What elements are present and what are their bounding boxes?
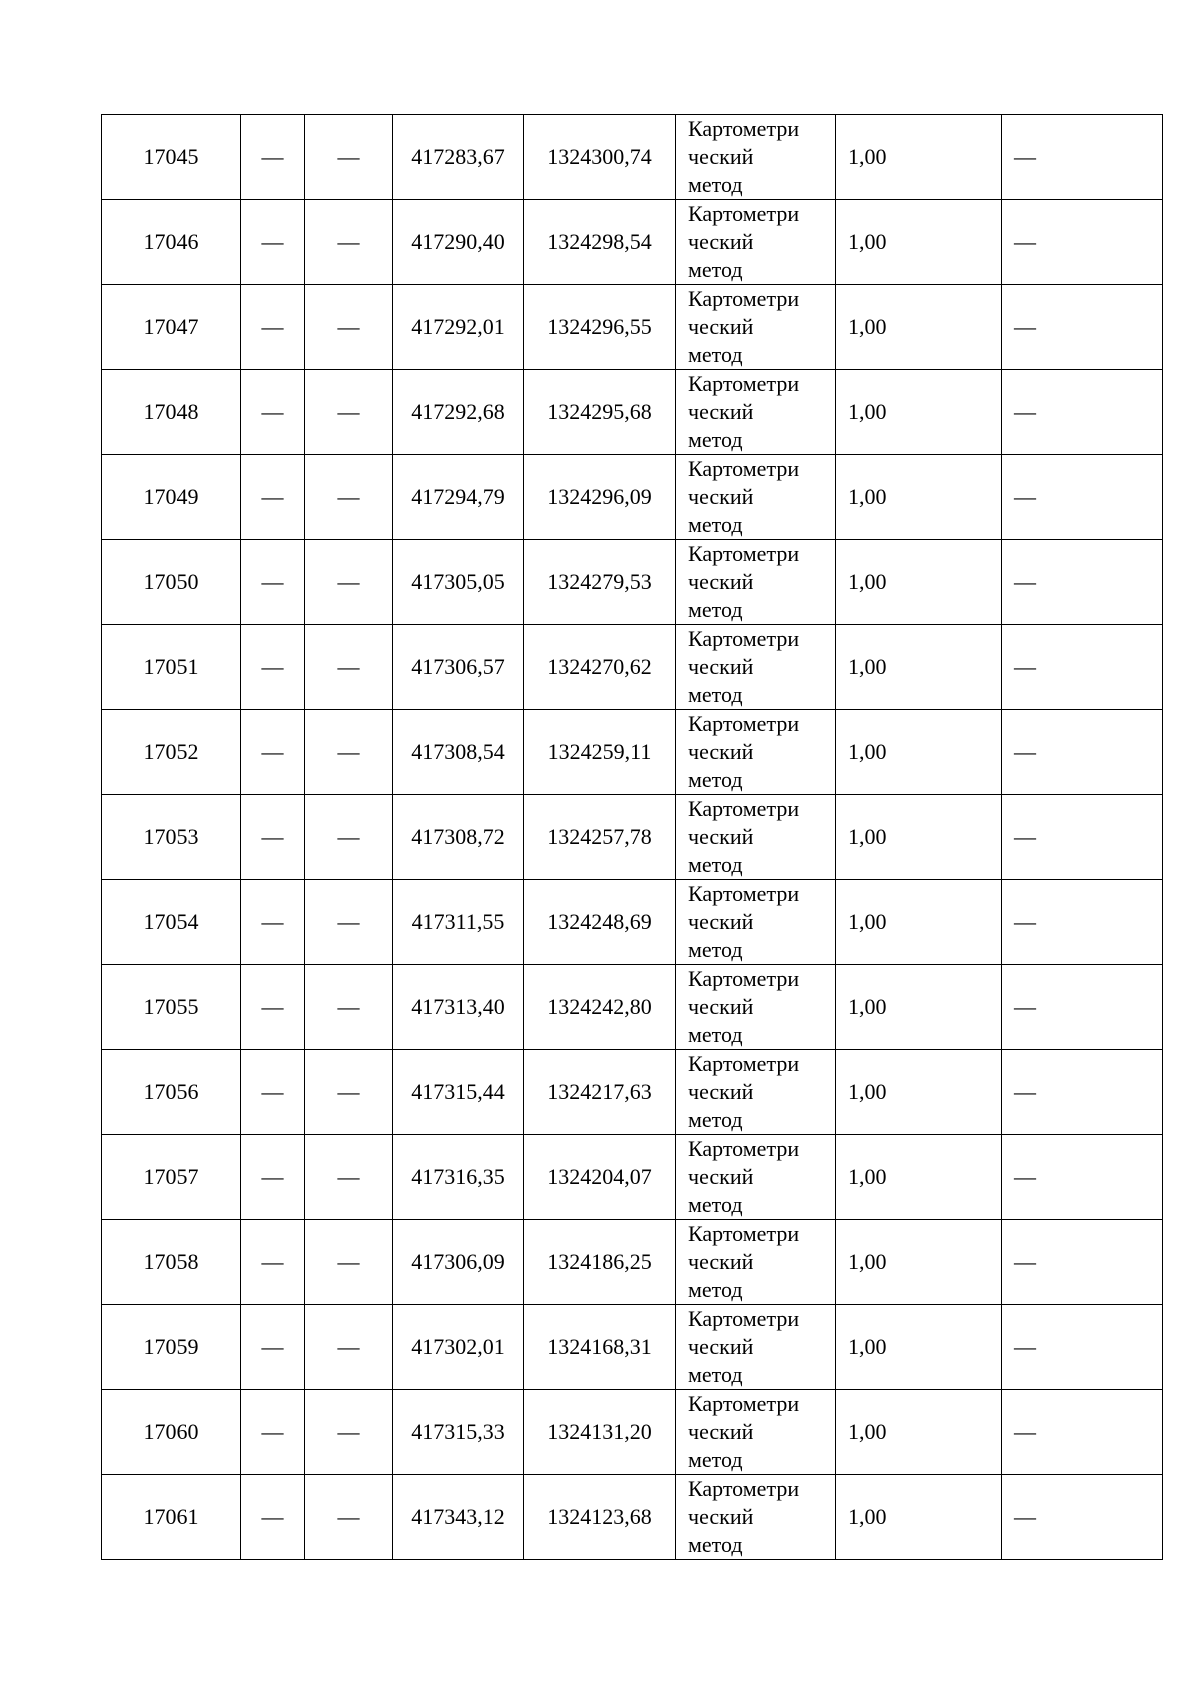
x-coordinate-cell: 417305,05 [393,540,524,625]
y-coordinate-cell: 1324296,09 [524,455,676,540]
point-number-cell: 17045 [102,115,241,200]
empty-value-cell: — [305,1135,393,1220]
table-row [102,370,1163,455]
method-cell [676,625,836,710]
x-coordinate-cell: 417306,09 [393,1220,524,1305]
method-text: Картометри ческий метод [688,796,800,877]
x-coordinate-cell: 417283,67 [393,115,524,200]
y-coordinate-cell: 1324204,07 [524,1135,676,1220]
empty-value-cell: — [305,965,393,1050]
empty-value-cell: — [241,1475,305,1560]
method-text: Картометри ческий метод [688,286,800,367]
table-row [102,1390,1163,1475]
empty-value-cell: — [241,1305,305,1390]
empty-value-cell: — [305,1050,393,1135]
precision-cell: 1,00 [836,625,1002,710]
method-text: Картометри ческий метод [688,371,800,452]
empty-value-cell: — [305,285,393,370]
table-row [102,795,1163,880]
empty-value-cell: — [241,1390,305,1475]
method-cell [676,1475,836,1560]
table-row [102,710,1163,795]
table-row [102,625,1163,710]
empty-value-cell: — [241,540,305,625]
point-number-cell: 17057 [102,1135,241,1220]
empty-value-cell: — [305,370,393,455]
description-cell: — [1002,200,1163,285]
point-number-cell: 17054 [102,880,241,965]
table-row [102,1050,1163,1135]
description-cell: — [1002,880,1163,965]
precision-cell: 1,00 [836,1475,1002,1560]
table-row [102,115,1163,200]
empty-value-cell: — [241,965,305,1050]
method-cell [676,455,836,540]
method-cell [676,200,836,285]
table-row [102,1305,1163,1390]
point-number-cell: 17052 [102,710,241,795]
empty-value-cell: — [241,710,305,795]
coordinates-table [101,114,1163,1560]
x-coordinate-cell: 417316,35 [393,1135,524,1220]
precision-cell: 1,00 [836,115,1002,200]
precision-cell: 1,00 [836,370,1002,455]
method-cell [676,540,836,625]
y-coordinate-cell: 1324295,68 [524,370,676,455]
point-number-cell: 17058 [102,1220,241,1305]
point-number-cell: 17061 [102,1475,241,1560]
table-row [102,285,1163,370]
table-body [102,115,1163,1560]
point-number-cell: 17055 [102,965,241,1050]
empty-value-cell: — [241,1135,305,1220]
precision-cell: 1,00 [836,285,1002,370]
method-cell [676,795,836,880]
empty-value-cell: — [305,1390,393,1475]
empty-value-cell: — [305,1305,393,1390]
precision-cell: 1,00 [836,1220,1002,1305]
x-coordinate-cell: 417343,12 [393,1475,524,1560]
x-coordinate-cell: 417315,44 [393,1050,524,1135]
description-cell: — [1002,1220,1163,1305]
method-text: Картометри ческий метод [688,116,800,197]
y-coordinate-cell: 1324300,74 [524,115,676,200]
description-cell: — [1002,1050,1163,1135]
empty-value-cell: — [241,795,305,880]
empty-value-cell: — [241,1050,305,1135]
y-coordinate-cell: 1324168,31 [524,1305,676,1390]
table-row [102,965,1163,1050]
point-number-cell: 17051 [102,625,241,710]
x-coordinate-cell: 417308,54 [393,710,524,795]
precision-cell: 1,00 [836,540,1002,625]
precision-cell: 1,00 [836,1050,1002,1135]
empty-value-cell: — [305,115,393,200]
empty-value-cell: — [305,455,393,540]
table-row [102,1475,1163,1560]
method-cell [676,1050,836,1135]
empty-value-cell: — [305,880,393,965]
empty-value-cell: — [305,1475,393,1560]
y-coordinate-cell: 1324279,53 [524,540,676,625]
table-row [102,200,1163,285]
x-coordinate-cell: 417292,01 [393,285,524,370]
precision-cell: 1,00 [836,1390,1002,1475]
description-cell: — [1002,1475,1163,1560]
description-cell: — [1002,625,1163,710]
x-coordinate-cell: 417290,40 [393,200,524,285]
table-row [102,455,1163,540]
y-coordinate-cell: 1324131,20 [524,1390,676,1475]
empty-value-cell: — [241,285,305,370]
point-number-cell: 17053 [102,795,241,880]
empty-value-cell: — [305,540,393,625]
precision-cell: 1,00 [836,200,1002,285]
method-text: Картометри ческий метод [688,711,800,792]
method-cell [676,370,836,455]
description-cell: — [1002,1135,1163,1220]
x-coordinate-cell: 417302,01 [393,1305,524,1390]
precision-cell: 1,00 [836,880,1002,965]
y-coordinate-cell: 1324259,11 [524,710,676,795]
y-coordinate-cell: 1324296,55 [524,285,676,370]
description-cell: — [1002,285,1163,370]
precision-cell: 1,00 [836,1305,1002,1390]
point-number-cell: 17050 [102,540,241,625]
description-cell: — [1002,965,1163,1050]
empty-value-cell: — [241,625,305,710]
x-coordinate-cell: 417313,40 [393,965,524,1050]
point-number-cell: 17047 [102,285,241,370]
description-cell: — [1002,1305,1163,1390]
y-coordinate-cell: 1324242,80 [524,965,676,1050]
y-coordinate-cell: 1324298,54 [524,200,676,285]
precision-cell: 1,00 [836,795,1002,880]
method-text: Картометри ческий метод [688,881,800,962]
method-text: Картометри ческий метод [688,1221,800,1302]
method-cell [676,115,836,200]
y-coordinate-cell: 1324123,68 [524,1475,676,1560]
method-cell [676,1390,836,1475]
method-text: Картометри ческий метод [688,1476,800,1557]
point-number-cell: 17059 [102,1305,241,1390]
table-row [102,540,1163,625]
method-text: Картометри ческий метод [688,1136,800,1217]
empty-value-cell: — [305,710,393,795]
point-number-cell: 17060 [102,1390,241,1475]
method-cell [676,965,836,1050]
description-cell: — [1002,455,1163,540]
point-number-cell: 17049 [102,455,241,540]
empty-value-cell: — [241,115,305,200]
y-coordinate-cell: 1324270,62 [524,625,676,710]
empty-value-cell: — [305,625,393,710]
x-coordinate-cell: 417315,33 [393,1390,524,1475]
table-row [102,1135,1163,1220]
description-cell: — [1002,1390,1163,1475]
method-text: Картометри ческий метод [688,201,800,282]
x-coordinate-cell: 417311,55 [393,880,524,965]
method-cell [676,1220,836,1305]
method-cell [676,1135,836,1220]
method-text: Картометри ческий метод [688,541,800,622]
x-coordinate-cell: 417306,57 [393,625,524,710]
empty-value-cell: — [241,200,305,285]
method-text: Картометри ческий метод [688,456,800,537]
point-number-cell: 17056 [102,1050,241,1135]
x-coordinate-cell: 417294,79 [393,455,524,540]
y-coordinate-cell: 1324257,78 [524,795,676,880]
x-coordinate-cell: 417292,68 [393,370,524,455]
table-row [102,1220,1163,1305]
description-cell: — [1002,710,1163,795]
method-text: Картометри ческий метод [688,1391,800,1472]
empty-value-cell: — [241,880,305,965]
precision-cell: 1,00 [836,1135,1002,1220]
method-cell [676,880,836,965]
table-row [102,880,1163,965]
method-cell [676,285,836,370]
method-text: Картометри ческий метод [688,966,800,1047]
description-cell: — [1002,115,1163,200]
point-number-cell: 17048 [102,370,241,455]
y-coordinate-cell: 1324217,63 [524,1050,676,1135]
description-cell: — [1002,370,1163,455]
y-coordinate-cell: 1324248,69 [524,880,676,965]
precision-cell: 1,00 [836,965,1002,1050]
precision-cell: 1,00 [836,710,1002,795]
method-text: Картометри ческий метод [688,1306,800,1387]
empty-value-cell: — [305,795,393,880]
method-text: Картометри ческий метод [688,1051,800,1132]
method-cell [676,1305,836,1390]
empty-value-cell: — [241,370,305,455]
empty-value-cell: — [241,455,305,540]
description-cell: — [1002,540,1163,625]
point-number-cell: 17046 [102,200,241,285]
empty-value-cell: — [305,200,393,285]
y-coordinate-cell: 1324186,25 [524,1220,676,1305]
empty-value-cell: — [241,1220,305,1305]
method-cell [676,710,836,795]
precision-cell: 1,00 [836,455,1002,540]
empty-value-cell: — [305,1220,393,1305]
description-cell: — [1002,795,1163,880]
method-text: Картометри ческий метод [688,626,800,707]
x-coordinate-cell: 417308,72 [393,795,524,880]
